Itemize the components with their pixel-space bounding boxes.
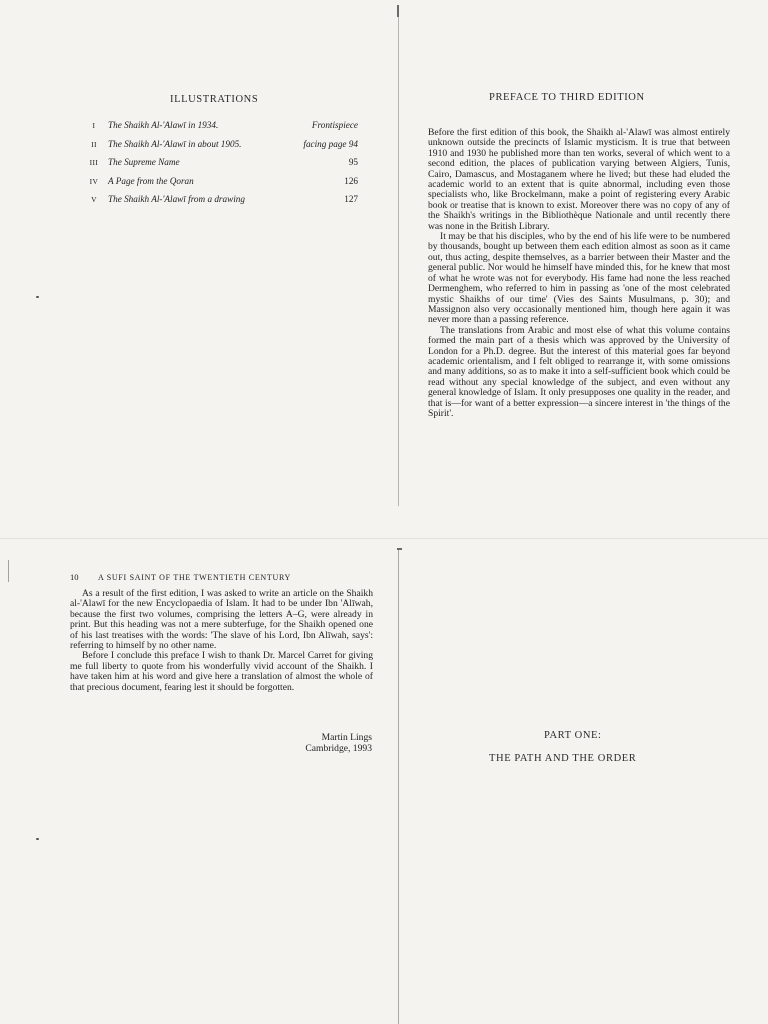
part-title: THE PATH AND THE ORDER [489, 753, 637, 764]
illustration-item [86, 139, 358, 158]
illustration-number: I [92, 121, 96, 130]
margin-mark-left [8, 560, 9, 582]
illustrations-heading: ILLUSTRATIONS [170, 94, 259, 105]
preface-heading: PREFACE TO THIRD EDITION [489, 92, 645, 103]
illustration-item [86, 120, 358, 139]
preface-text [428, 128, 730, 419]
illustration-number: III [89, 158, 99, 167]
running-head-title: A SUFI SAINT OF THE TWENTIETH CENTURY [98, 573, 292, 582]
gutter-mark-top [397, 5, 399, 17]
illustration-item [86, 157, 358, 176]
illustration-number: IV [89, 176, 99, 186]
illustration-item [86, 176, 358, 195]
illustration-item [86, 194, 358, 213]
illustration-page: facing page 94 [303, 138, 358, 149]
preface-paragraph: Before the first edition of this book, the Shaikh al-'Alawī was almost entirely unknown outside the precincts of Islamic mysticism. It is true that between 1910 and 1930 he published more than ten works, several of which went to a second edition, the places of publication varying between Algiers, Tunis, Cairo, Damascus, and Mostaganem where he lived; but these had eluded the academic world to an extent that is quite abnormal, including even those specialists who, like Brockelmann, make a point of registering every Arabic book or treatise that is known to exist. Moreover there was no copy of any of the Shaikh's writings in the Bibliothèque Nationale and until recently there was none in the British Library. [428, 127, 730, 232]
preface-continued-text [70, 589, 373, 693]
illustration-title: The Shaikh Al-'Alawī in 1934. [108, 120, 219, 130]
preface-paragraph: The translations from Arabic and most else of what this volume contains formed the main part of a thesis which was approved by the University of London for a Ph.D. degree. But the interest of this material goes far beyond academic orientalism, and I felt obliged to rearrange it, with some omissions and many additions, so as to make it into a self-sufficient book which could be read without any special knowledge of the subject, and even without any general knowledge of Islam. It only presupposes one quality in the reader, and that is—for want of a better expression—a sincere interest in 'the things of the Spirit'. [428, 324, 730, 419]
signature [250, 732, 372, 754]
illustrations-list [86, 120, 358, 213]
illustration-page: Frontispiece [311, 120, 358, 130]
preface-paragraph: It may be that his disciples, who by the end of his life were to be numbered by thousands, bought up between them each edition almost as soon as it came out, thus acting, despite themselves, as a barrier between their Master and the general public. Nor would he himself have minded this, for he knew that most of what he wrote was not for everybody. His fame had none the less reached Dermenghem, who referred to him in passing as 'one of the most celebrated mystic Shaikhs of our time' (Vies des Saints Musulmans, p. 30); and Massignon also very occasionally mentioned him, though here again it was never more than a passing reference. [428, 231, 730, 326]
part-number: PART ONE: [544, 730, 602, 741]
illustration-title: A Page from the Qoran [108, 175, 194, 186]
gutter-mark-bottom [397, 548, 402, 550]
illustration-page: 127 [344, 194, 358, 204]
signature-name: Martin Lings [321, 732, 372, 743]
illustration-title: The Shaikh Al-'Alawī in about 1905. [108, 138, 242, 149]
illustration-number: V [91, 195, 97, 204]
preface-paragraph: As a result of the first edition, I was asked to write an article on the Shaikh al-'Alawī for the new Encyclopaedia of Islam. It had to be under Ibn 'Alīwah, because the first two volumes, comprising the letters A–G, were already in print. But this heading was not a mere subterfuge, for the Shaikh opened one of his last treatises with the words: 'The slave of his Lord, Ibn Alīwah, says': referring to himself by no other name. [70, 588, 373, 652]
signature-place: Cambridge, 1993 [305, 743, 372, 754]
gutter-line-bottom [398, 548, 399, 1024]
scan-speck [36, 296, 39, 298]
illustration-page: 95 [348, 157, 358, 167]
spread-divider [0, 538, 768, 539]
illustration-page: 126 [344, 175, 358, 186]
page-number: 10 [70, 572, 79, 582]
illustration-title: The Supreme Name [108, 157, 180, 167]
illustration-title: The Shaikh Al-'Alawī from a drawing [108, 194, 245, 204]
gutter-line-top [398, 6, 399, 506]
illustration-number: II [91, 139, 97, 149]
preface-paragraph: Before I conclude this preface I wish to thank Dr. Marcel Carret for giving me full liberty to quote from his wonderfully vivid account of the Shaikh. I have taken him at his word and give here a translation of almost the whole of that precious document, fearing lest it should be forgotten. [70, 650, 373, 693]
scan-speck [36, 838, 39, 840]
